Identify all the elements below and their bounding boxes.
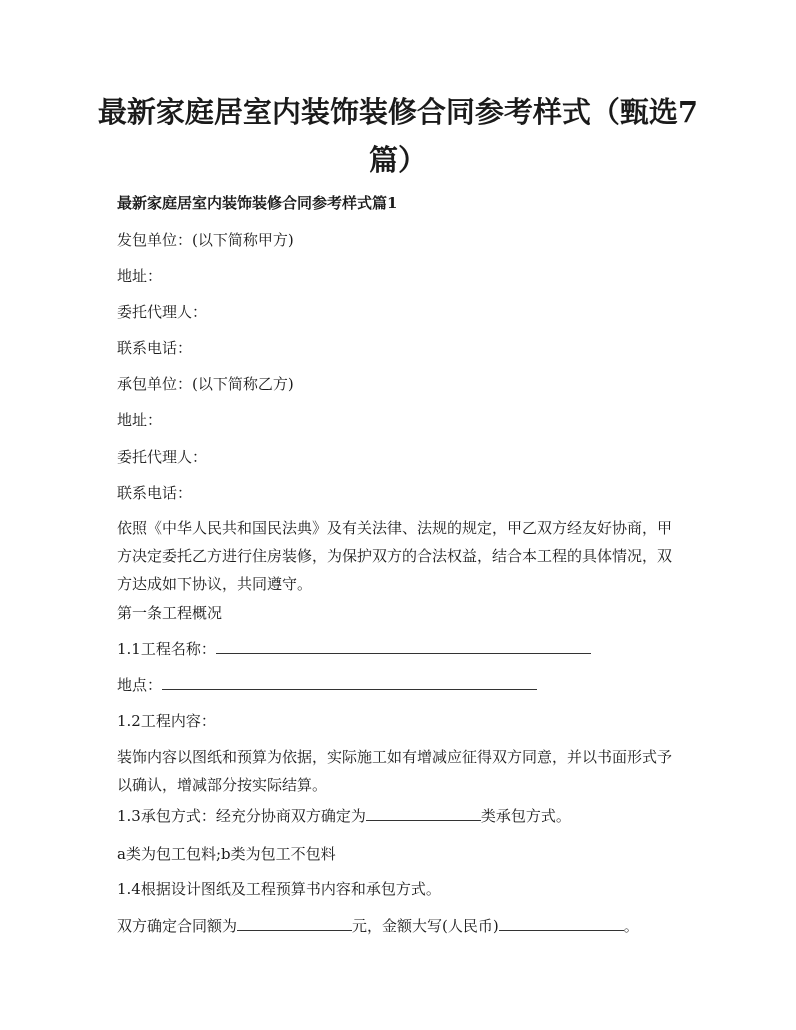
party-a-unit: 发包单位：(以下简称甲方)	[117, 231, 294, 249]
contract-method-line	[117, 805, 571, 827]
project-name-blank	[216, 639, 591, 654]
party-a-address: 地址：	[117, 267, 163, 285]
amount-middle: 元，金额大写(人民币)	[352, 917, 499, 935]
party-a-phone: 联系电话：	[117, 339, 193, 357]
contract-types: a类为包工包料;b类为包工不包料	[117, 845, 336, 863]
amount-suffix: 。	[623, 917, 639, 935]
party-b-unit: 承包单位：(以下简称乙方)	[117, 375, 294, 393]
project-content-label: 1.2工程内容：	[117, 712, 216, 730]
contract-method-blank	[366, 806, 481, 821]
party-b-address: 地址：	[117, 411, 163, 429]
amount-prefix: 双方确定合同额为	[117, 917, 238, 935]
party-b-agent: 委托代理人：	[117, 448, 208, 466]
section-heading: 最新家庭居室内装饰装修合同参考样式篇1	[117, 194, 398, 212]
amount-words-blank	[499, 916, 624, 931]
project-name-line	[117, 638, 591, 660]
party-b-phone: 联系电话：	[117, 484, 193, 502]
article1-heading: 第一条工程概况	[117, 604, 223, 622]
amount-figure-blank	[237, 916, 352, 931]
location-blank	[162, 675, 537, 690]
contract-method-prefix: 1.3承包方式：经充分协商双方确定为	[117, 807, 366, 825]
location-label: 地点：	[117, 676, 163, 694]
amount-line	[117, 915, 639, 937]
document-title: 最新家庭居室内装饰装修合同参考样式（甄选7篇）	[97, 95, 699, 177]
location-line	[117, 674, 537, 696]
project-content-text: 装饰内容以图纸和预算为依据，实际施工如有增减应征得双方同意，并以书面形式予以确认，增减部分按实际结算。	[117, 748, 673, 794]
contract-method-suffix: 类承包方式。	[480, 807, 571, 825]
intro-paragraph: 依照《中华人民共和国民法典》及有关法律、法规的规定，甲乙双方经友好协商，甲方决定委托乙方进行住房装修，为保护双方的合法权益，结合本工程的具体情况，双方达成如下协议，共同遵守。	[117, 519, 673, 593]
party-a-agent: 委托代理人：	[117, 303, 208, 321]
project-name-label: 1.1工程名称：	[117, 640, 216, 658]
budget-basis: 1.4根据设计图纸及工程预算书内容和承包方式。	[117, 880, 441, 898]
